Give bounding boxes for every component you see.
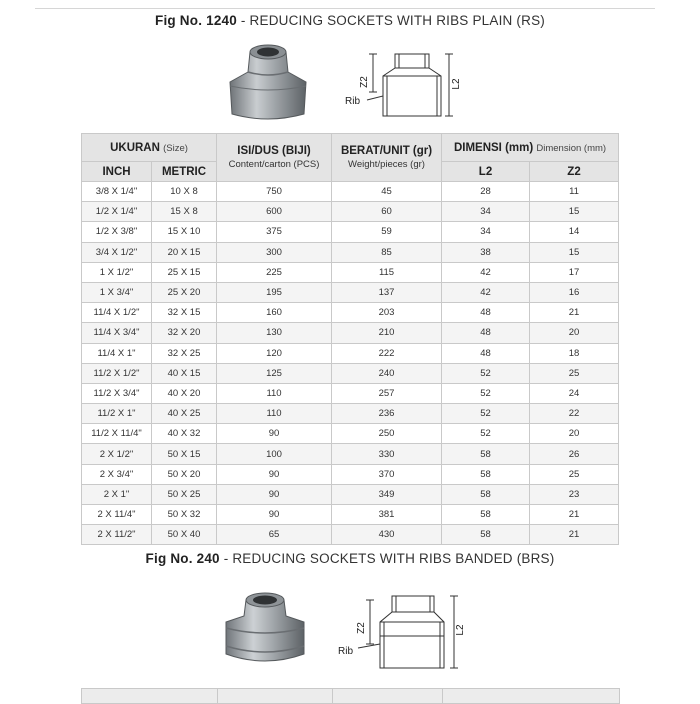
l2-cell: 58 bbox=[442, 505, 530, 525]
weight-cell: 59 bbox=[332, 222, 442, 242]
table-row bbox=[82, 343, 619, 363]
z2-cell: 11 bbox=[530, 182, 619, 202]
table-row bbox=[82, 383, 619, 403]
table-row bbox=[82, 202, 619, 222]
inch-cell: 11/4 X 3/4" bbox=[82, 323, 152, 343]
l2-cell: 48 bbox=[442, 343, 530, 363]
rib-label: Rib bbox=[345, 96, 361, 107]
z2-cell: 18 bbox=[530, 343, 619, 363]
table-row bbox=[82, 303, 619, 323]
weight-cell: 240 bbox=[332, 363, 442, 383]
metric-cell: 50 X 15 bbox=[152, 444, 217, 464]
l2-label: L2 bbox=[451, 78, 462, 90]
weight-cell: 381 bbox=[332, 505, 442, 525]
z2-cell: 23 bbox=[530, 484, 619, 504]
z2-cell: 20 bbox=[530, 424, 619, 444]
inch-cell: 11/2 X 3/4" bbox=[82, 383, 152, 403]
table-row bbox=[82, 262, 619, 282]
table-row bbox=[82, 424, 619, 444]
z2-cell: 15 bbox=[530, 242, 619, 262]
inch-cell: 11/2 X 1" bbox=[82, 404, 152, 424]
metric-cell: 40 X 15 bbox=[152, 363, 217, 383]
table-row bbox=[82, 505, 619, 525]
inch-cell: 3/4 X 1/2" bbox=[82, 242, 152, 262]
l2-label: L2 bbox=[455, 624, 466, 636]
metric-cell: 25 X 15 bbox=[152, 262, 217, 282]
l2-cell: 42 bbox=[442, 282, 530, 302]
l2-cell: 38 bbox=[442, 242, 530, 262]
metric-cell: 50 X 40 bbox=[152, 525, 217, 545]
inch-header: INCH bbox=[82, 162, 152, 182]
inch-cell: 11/2 X 11/4" bbox=[82, 424, 152, 444]
inch-cell: 2 X 1" bbox=[82, 484, 152, 504]
top-divider bbox=[35, 8, 655, 9]
z2-cell: 21 bbox=[530, 525, 619, 545]
metric-cell: 25 X 20 bbox=[152, 282, 217, 302]
spec-table bbox=[81, 133, 619, 545]
weight-cell: 85 bbox=[332, 242, 442, 262]
weight-cell: 349 bbox=[332, 484, 442, 504]
z2-cell: 20 bbox=[530, 323, 619, 343]
metric-cell: 40 X 20 bbox=[152, 383, 217, 403]
metric-cell: 50 X 20 bbox=[152, 464, 217, 484]
table-row bbox=[82, 464, 619, 484]
content-cell: 120 bbox=[217, 343, 332, 363]
l2-header: L2 bbox=[442, 162, 530, 182]
content-cell: 750 bbox=[217, 182, 332, 202]
z2-cell: 16 bbox=[530, 282, 619, 302]
table-row bbox=[82, 323, 619, 343]
fig-240-title bbox=[0, 551, 700, 566]
z2-cell: 25 bbox=[530, 363, 619, 383]
metric-cell: 32 X 20 bbox=[152, 323, 217, 343]
content-cell: 110 bbox=[217, 404, 332, 424]
inch-cell: 11/4 X 1" bbox=[82, 343, 152, 363]
z2-cell: 17 bbox=[530, 262, 619, 282]
l2-cell: 48 bbox=[442, 303, 530, 323]
fig-1240-title bbox=[0, 13, 700, 28]
table-row bbox=[82, 182, 619, 202]
weight-cell: 115 bbox=[332, 262, 442, 282]
metric-header: METRIC bbox=[152, 162, 217, 182]
metric-cell: 20 X 15 bbox=[152, 242, 217, 262]
z2-header: Z2 bbox=[530, 162, 619, 182]
l2-cell: 58 bbox=[442, 464, 530, 484]
z2-cell: 14 bbox=[530, 222, 619, 242]
l2-cell: 52 bbox=[442, 363, 530, 383]
table-row bbox=[82, 222, 619, 242]
z2-cell: 22 bbox=[530, 404, 619, 424]
spec-table-body bbox=[82, 182, 619, 545]
z2-label: Z2 bbox=[356, 622, 367, 634]
l2-cell: 52 bbox=[442, 383, 530, 403]
content-cell: 100 bbox=[217, 444, 332, 464]
inch-cell: 11/4 X 1/2" bbox=[82, 303, 152, 323]
reducing-socket-plain-diagram bbox=[343, 46, 465, 122]
content-cell: 110 bbox=[217, 383, 332, 403]
inch-cell: 2 X 3/4" bbox=[82, 464, 152, 484]
table-row bbox=[82, 484, 619, 504]
inch-cell: 2 X 11/2" bbox=[82, 525, 152, 545]
l2-cell: 52 bbox=[442, 424, 530, 444]
metric-cell: 32 X 15 bbox=[152, 303, 217, 323]
table-row bbox=[82, 525, 619, 545]
z2-label: Z2 bbox=[359, 76, 370, 88]
content-cell: 375 bbox=[217, 222, 332, 242]
content-cell: 90 bbox=[217, 505, 332, 525]
inch-cell: 3/8 X 1/4" bbox=[82, 182, 152, 202]
content-cell: 300 bbox=[217, 242, 332, 262]
l2-cell: 48 bbox=[442, 323, 530, 343]
l2-cell: 34 bbox=[442, 222, 530, 242]
inch-cell: 1/2 X 3/8" bbox=[82, 222, 152, 242]
metric-cell: 10 X 8 bbox=[152, 182, 217, 202]
metric-cell: 32 X 25 bbox=[152, 343, 217, 363]
weight-cell: 137 bbox=[332, 282, 442, 302]
l2-cell: 28 bbox=[442, 182, 530, 202]
content-cell: 90 bbox=[217, 464, 332, 484]
content-cell: 130 bbox=[217, 323, 332, 343]
reducing-socket-plain-photo bbox=[222, 38, 314, 124]
metric-cell: 40 X 25 bbox=[152, 404, 217, 424]
z2-cell: 15 bbox=[530, 202, 619, 222]
weight-cell: 257 bbox=[332, 383, 442, 403]
weight-cell: 250 bbox=[332, 424, 442, 444]
metric-cell: 50 X 25 bbox=[152, 484, 217, 504]
table-row bbox=[82, 242, 619, 262]
inch-cell: 2 X 11/4" bbox=[82, 505, 152, 525]
z2-cell: 24 bbox=[530, 383, 619, 403]
reducing-socket-banded-diagram bbox=[336, 592, 466, 674]
fig-description: - REDUCING SOCKETS WITH RIBS BANDED (BRS) bbox=[219, 551, 555, 566]
z2-cell: 25 bbox=[530, 464, 619, 484]
z2-cell: 21 bbox=[530, 505, 619, 525]
content-cell: 600 bbox=[217, 202, 332, 222]
table-row bbox=[82, 363, 619, 383]
inch-cell: 1 X 1/2" bbox=[82, 262, 152, 282]
weight-cell: 370 bbox=[332, 464, 442, 484]
metric-cell: 40 X 32 bbox=[152, 424, 217, 444]
weight-cell: 60 bbox=[332, 202, 442, 222]
z2-cell: 21 bbox=[530, 303, 619, 323]
inch-cell: 1/2 X 1/4" bbox=[82, 202, 152, 222]
content-cell: 125 bbox=[217, 363, 332, 383]
l2-cell: 34 bbox=[442, 202, 530, 222]
inch-cell: 1 X 3/4" bbox=[82, 282, 152, 302]
z2-cell: 26 bbox=[530, 444, 619, 464]
table-row bbox=[82, 444, 619, 464]
table-row bbox=[82, 404, 619, 424]
inch-cell: 2 X 1/2" bbox=[82, 444, 152, 464]
content-cell: 160 bbox=[217, 303, 332, 323]
ukuran-header: UKURAN (Size) bbox=[82, 134, 217, 162]
table-row bbox=[82, 282, 619, 302]
weight-cell: 203 bbox=[332, 303, 442, 323]
weight-cell: 430 bbox=[332, 525, 442, 545]
reducing-socket-banded-photo bbox=[220, 588, 310, 668]
content-cell: 195 bbox=[217, 282, 332, 302]
weight-cell: 236 bbox=[332, 404, 442, 424]
weight-cell: 45 bbox=[332, 182, 442, 202]
content-cell: 90 bbox=[217, 484, 332, 504]
rib-label: Rib bbox=[338, 646, 354, 657]
isi-header: ISI/DUS (BIJI) Content/carton (PCS) bbox=[217, 134, 332, 182]
fig-number: Fig No. 1240 bbox=[155, 13, 237, 28]
dimensi-header: DIMENSI (mm) Dimension (mm) bbox=[442, 134, 619, 162]
content-cell: 225 bbox=[217, 262, 332, 282]
metric-cell: 15 X 8 bbox=[152, 202, 217, 222]
weight-cell: 222 bbox=[332, 343, 442, 363]
content-cell: 65 bbox=[217, 525, 332, 545]
l2-cell: 58 bbox=[442, 525, 530, 545]
berat-header: BERAT/UNIT (gr) Weight/pieces (gr) bbox=[332, 134, 442, 182]
fig-number: Fig No. 240 bbox=[145, 551, 220, 566]
l2-cell: 58 bbox=[442, 484, 530, 504]
metric-cell: 15 X 10 bbox=[152, 222, 217, 242]
l2-cell: 58 bbox=[442, 444, 530, 464]
weight-cell: 330 bbox=[332, 444, 442, 464]
weight-cell: 210 bbox=[332, 323, 442, 343]
metric-cell: 50 X 32 bbox=[152, 505, 217, 525]
l2-cell: 52 bbox=[442, 404, 530, 424]
inch-cell: 11/2 X 1/2" bbox=[82, 363, 152, 383]
content-cell: 90 bbox=[217, 424, 332, 444]
l2-cell: 42 bbox=[442, 262, 530, 282]
next-spec-table-header bbox=[81, 688, 620, 704]
fig-description: - REDUCING SOCKETS WITH RIBS PLAIN (RS) bbox=[236, 13, 545, 28]
